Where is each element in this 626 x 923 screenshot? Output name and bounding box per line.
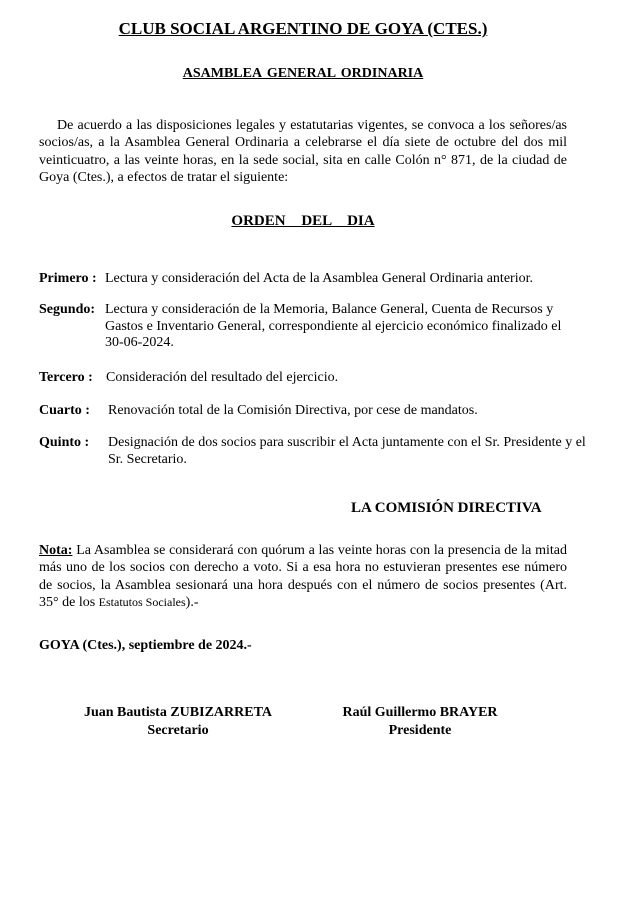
nota-end: ).- (185, 594, 199, 610)
nota-paragraph (39, 542, 567, 611)
document-subtitle: ASAMBLEA GENERAL ORDINARIA (182, 66, 424, 81)
agenda-item-tercero (39, 370, 599, 387)
agenda-item-label: Segundo: (39, 302, 96, 317)
agenda-item-text: Lectura y consideración de la Memoria, Balance General, Cuenta de Recursos y Gastos e Inventario General, correspondiente al ejercicio económico finalizado el 30-06-2024. (105, 302, 562, 350)
document-date: GOYA (Ctes.), septiembre de 2024.- (39, 638, 252, 653)
agenda-item-text: Lectura y consideración del Acta de la Asamblea General Ordinaria anterior. (105, 271, 533, 286)
signature-role: Presidente (388, 723, 452, 738)
comision-directiva-heading: LA COMISIÓN DIRECTIVA (351, 500, 542, 516)
agenda-item-segundo (39, 302, 567, 352)
agenda-item-text: Renovación total de la Comisión Directiva, por cese de mandatos. (108, 403, 478, 418)
agenda-item-label: Tercero : (39, 370, 93, 385)
agenda-item-quinto (39, 435, 594, 468)
signature-role: Secretario (147, 723, 209, 738)
agenda-item-text: Consideración del resultado del ejercicio. (106, 370, 339, 385)
agenda-item-label: Primero : (39, 271, 97, 286)
agenda-item-label: Quinto : (39, 435, 90, 450)
nota-text: La Asamblea se considerará con quórum a las veinte horas con la presencia de la mitad más uno de los socios con derecho a voto. Si a esa hora no estuvieran presentes ese número de socios, la Asamblea sesionará una hora después con el número de socios presentes (Art. 35° de los (39, 543, 567, 610)
signature-presidente (310, 704, 530, 740)
signature-name: Juan Bautista ZUBIZARRETA (83, 705, 272, 720)
agenda-item-text: Designación de dos socios para suscribir el Acta juntamente con el Sr. Presidente y el Sr. Secretario. (108, 435, 586, 467)
orden-del-dia-heading: ORDEN DEL DIA (231, 213, 375, 229)
agenda-item-label: Cuarto : (39, 403, 90, 418)
agenda-item-cuarto (39, 403, 599, 420)
document-title: CLUB SOCIAL ARGENTINO DE GOYA (CTES.) (118, 19, 488, 38)
intro-paragraph: De acuerdo a las disposiciones legales y estatutarias vigentes, se convoca a los señores/as socios/as, a la Asamblea General Ordinaria a celebrarse el día siete de octubre del dos mil veinticuatro, a las veinte horas, en la sede social, sita en calle Colón n° 871, de la ciudad de Goya (Ctes.), a efectos de tratar el siguiente: (39, 118, 567, 185)
nota-small-text: Estatutos Sociales (98, 594, 186, 609)
signature-name: Raúl Guillermo BRAYER (342, 705, 498, 720)
agenda-item-primero (39, 271, 599, 288)
nota-label: Nota: (39, 543, 73, 558)
signature-secretario (68, 704, 288, 740)
